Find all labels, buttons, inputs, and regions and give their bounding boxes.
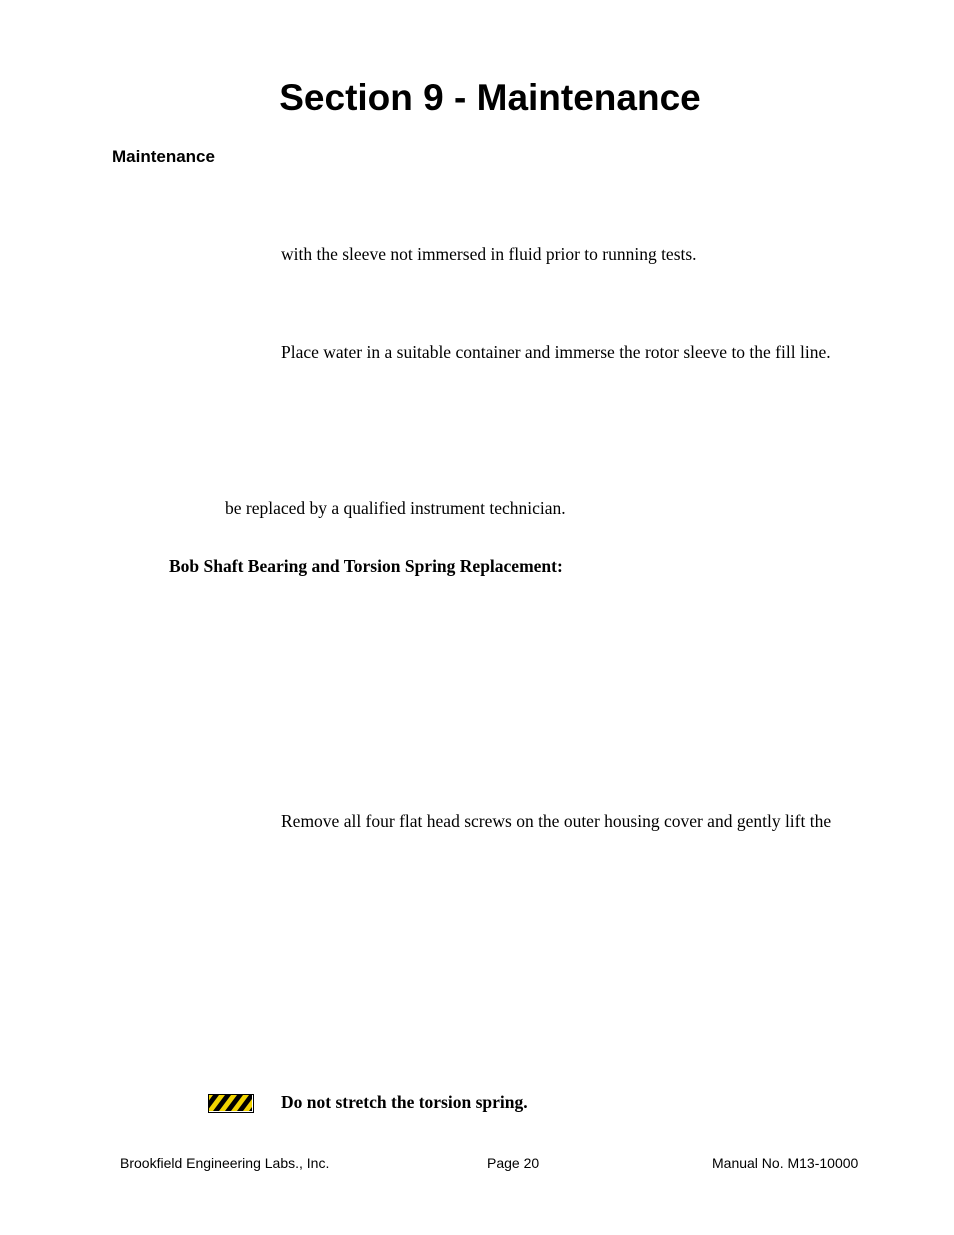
footer-company: Brookfield Engineering Labs., Inc. bbox=[120, 1155, 330, 1171]
paragraph-technician-note: be replaced by a qualified instrument technician. bbox=[225, 498, 566, 518]
paragraph-remove-screws: Remove all four flat head screws on the outer housing cover and gently lift the bbox=[281, 811, 832, 831]
page-title: Section 9 - Maintenance bbox=[279, 77, 701, 118]
footer-manual-number: Manual No. M13-10000 bbox=[712, 1155, 859, 1171]
paragraph-sleeve-note: with the sleeve not immersed in fluid prior to running tests. bbox=[281, 244, 697, 264]
subsection-heading: Bob Shaft Bearing and Torsion Spring Replacement: bbox=[169, 556, 563, 576]
footer-page-number: Page 20 bbox=[487, 1155, 540, 1171]
hazard-stripes-icon bbox=[208, 1094, 254, 1113]
paragraph-cleaning-step: Place water in a suitable container and immerse the rotor sleeve to the fill line. bbox=[281, 342, 831, 362]
section-heading: Maintenance bbox=[112, 147, 215, 166]
warning-text: Do not stretch the torsion spring. bbox=[281, 1092, 528, 1112]
